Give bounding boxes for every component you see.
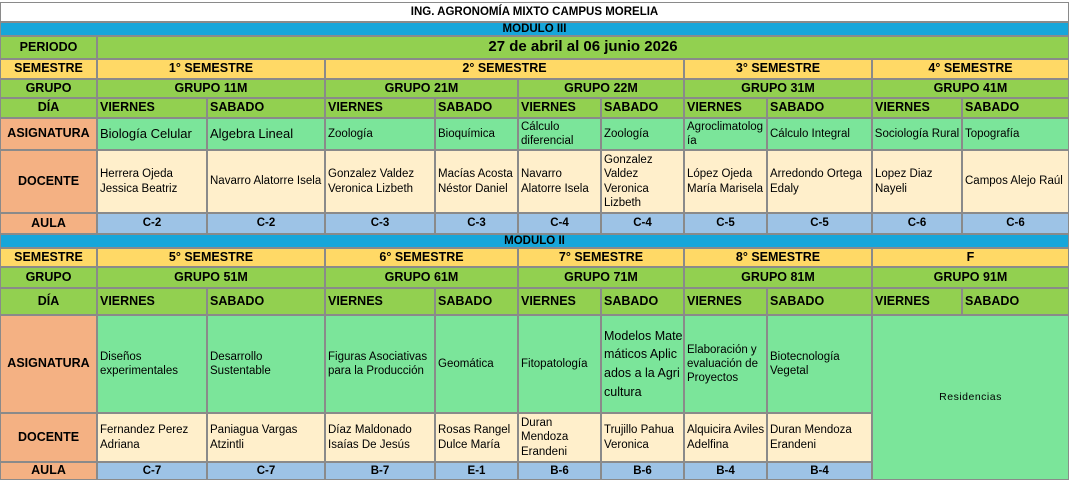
subject-cell: Bioquímica xyxy=(435,118,518,150)
teacher-cell: Macías Acosta Néstor Daniel xyxy=(435,150,518,213)
subject-cell: Topografía xyxy=(962,118,1069,150)
day-cell: VIERNES xyxy=(97,98,207,118)
group-header: GRUPO 11M xyxy=(97,79,325,98)
day-cell: SABADO xyxy=(435,288,518,315)
day-cell: VIERNES xyxy=(518,288,601,315)
day-cell: VIERNES xyxy=(325,98,435,118)
day-cell: SABADO xyxy=(962,98,1069,118)
classroom-cell: C-4 xyxy=(518,213,601,234)
teacher-cell: Fernandez Perez Adriana xyxy=(97,413,207,462)
subject-cell: Biología Celular xyxy=(97,118,207,150)
module-2-title: MODULO II xyxy=(0,234,1069,248)
day-cell: SABADO xyxy=(601,98,684,118)
semester-header: 3° SEMESTRE xyxy=(684,59,872,79)
classroom-cell: C-5 xyxy=(767,213,872,234)
day-cell: SABADO xyxy=(207,98,325,118)
subject-cell: Elaboración y evaluación de Proyectos xyxy=(684,315,767,413)
subject-cell: Figuras Asociativas para la Producción xyxy=(325,315,435,413)
day-cell: VIERNES xyxy=(684,288,767,315)
subject-cell: Fitopatología xyxy=(518,315,601,413)
semester-header: 1° SEMESTRE xyxy=(97,59,325,79)
residencias-cell: Residencias xyxy=(872,315,1069,480)
dia-label: DÍA xyxy=(0,288,97,315)
classroom-cell: B-7 xyxy=(325,462,435,480)
semester-header: F xyxy=(872,248,1069,267)
day-cell: SABADO xyxy=(207,288,325,315)
classroom-cell: B-4 xyxy=(767,462,872,480)
dia-label: DÍA xyxy=(0,98,97,118)
asignatura-label: ASIGNATURA xyxy=(0,118,97,150)
teacher-cell: Navarro Alatorre Isela xyxy=(207,150,325,213)
subject-cell: Diseños experimentales xyxy=(97,315,207,413)
classroom-cell: C-2 xyxy=(207,213,325,234)
semester-header: 6° SEMESTRE xyxy=(325,248,518,267)
semester-header: 7° SEMESTRE xyxy=(518,248,684,267)
teacher-cell: Rosas Rangel Dulce María xyxy=(435,413,518,462)
group-header: GRUPO 91M xyxy=(872,267,1069,288)
semester-header: 2° SEMESTRE xyxy=(325,59,684,79)
teacher-cell: Herrera Ojeda Jessica Beatriz xyxy=(97,150,207,213)
teacher-cell: Navarro Alatorre Isela xyxy=(518,150,601,213)
teacher-cell: Paniagua Vargas Atzintli xyxy=(207,413,325,462)
teacher-cell: López Ojeda María Marisela xyxy=(684,150,767,213)
teacher-cell: Duran Mendoza Erandeni xyxy=(518,413,601,462)
group-header: GRUPO 51M xyxy=(97,267,325,288)
subject-cell: Agroclimatología xyxy=(684,118,767,150)
classroom-cell: C-3 xyxy=(325,213,435,234)
day-cell: SABADO xyxy=(767,98,872,118)
day-cell: SABADO xyxy=(601,288,684,315)
day-cell: VIERNES xyxy=(325,288,435,315)
subject-cell: Zoología xyxy=(601,118,684,150)
day-cell: VIERNES xyxy=(872,288,962,315)
group-header: GRUPO 41M xyxy=(872,79,1069,98)
classroom-cell: C-7 xyxy=(97,462,207,480)
day-cell: VIERNES xyxy=(518,98,601,118)
periodo-value: 27 de abril al 06 junio 2026 xyxy=(97,36,1069,59)
teacher-cell: Duran Mendoza Erandeni xyxy=(767,413,872,462)
teacher-cell: Trujillo Pahua Veronica xyxy=(601,413,684,462)
day-cell: SABADO xyxy=(767,288,872,315)
classroom-cell: C-6 xyxy=(962,213,1069,234)
group-header: GRUPO 81M xyxy=(684,267,872,288)
group-header: GRUPO 71M xyxy=(518,267,684,288)
semester-header: 8° SEMESTRE xyxy=(684,248,872,267)
teacher-cell: Gonzalez Valdez Veronica Lizbeth xyxy=(325,150,435,213)
teacher-cell: Díaz Maldonado Isaías De Jesús xyxy=(325,413,435,462)
subject-cell: Algebra Lineal xyxy=(207,118,325,150)
semestre-label: SEMESTRE xyxy=(0,59,97,79)
teacher-cell: Arredondo Ortega Edaly xyxy=(767,150,872,213)
classroom-cell: C-7 xyxy=(207,462,325,480)
subject-cell: Geomática xyxy=(435,315,518,413)
teacher-cell: Alquicira Aviles Adelfina xyxy=(684,413,767,462)
module-3-title: MODULO III xyxy=(0,22,1069,36)
group-header: GRUPO 22M xyxy=(518,79,684,98)
docente-label: DOCENTE xyxy=(0,150,97,213)
classroom-cell: C-4 xyxy=(601,213,684,234)
asignatura-label: ASIGNATURA xyxy=(0,315,97,413)
group-header: GRUPO 31M xyxy=(684,79,872,98)
aula-label: AULA xyxy=(0,213,97,234)
semester-header: 4° SEMESTRE xyxy=(872,59,1069,79)
subject-cell: Desarrollo Sustentable xyxy=(207,315,325,413)
day-cell: SABADO xyxy=(962,288,1069,315)
semester-header: 5° SEMESTRE xyxy=(97,248,325,267)
grupo-label: GRUPO xyxy=(0,267,97,288)
teacher-cell: Gonzalez Valdez Veronica Lizbeth xyxy=(601,150,684,213)
day-cell: SABADO xyxy=(435,98,518,118)
subject-cell: Zoología xyxy=(325,118,435,150)
classroom-cell: B-6 xyxy=(518,462,601,480)
day-cell: VIERNES xyxy=(97,288,207,315)
sheet-title: ING. AGRONOMÍA MIXTO CAMPUS MORELIA xyxy=(0,2,1069,22)
docente-label: DOCENTE xyxy=(0,413,97,462)
classroom-cell: B-4 xyxy=(684,462,767,480)
periodo-label: PERIODO xyxy=(0,36,97,59)
subject-cell: Modelos Matemáticos Aplicados a la Agricultura xyxy=(601,315,684,413)
subject-cell: Cálculo Integral xyxy=(767,118,872,150)
classroom-cell: C-3 xyxy=(435,213,518,234)
teacher-cell: Campos Alejo Raúl xyxy=(962,150,1069,213)
group-header: GRUPO 61M xyxy=(325,267,518,288)
classroom-cell: B-6 xyxy=(601,462,684,480)
day-cell: VIERNES xyxy=(872,98,962,118)
classroom-cell: C-5 xyxy=(684,213,767,234)
semestre-label: SEMESTRE xyxy=(0,248,97,267)
classroom-cell: C-2 xyxy=(97,213,207,234)
subject-cell: Biotecnología Vegetal xyxy=(767,315,872,413)
subject-cell: Cálculo diferencial xyxy=(518,118,601,150)
classroom-cell: E-1 xyxy=(435,462,518,480)
subject-cell: Sociología Rural xyxy=(872,118,962,150)
day-cell: VIERNES xyxy=(684,98,767,118)
aula-label: AULA xyxy=(0,462,97,480)
grupo-label: GRUPO xyxy=(0,79,97,98)
teacher-cell: Lopez Diaz Nayeli xyxy=(872,150,962,213)
classroom-cell: C-6 xyxy=(872,213,962,234)
group-header: GRUPO 21M xyxy=(325,79,518,98)
